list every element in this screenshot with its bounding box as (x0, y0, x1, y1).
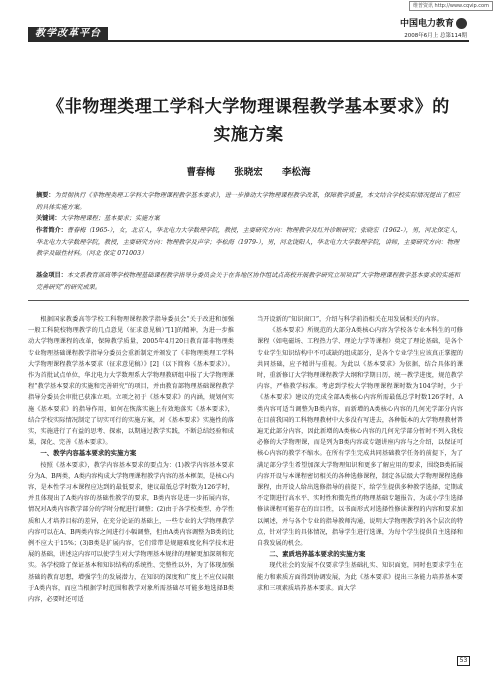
body-paragraph: 按照《基本要求》，教学内容基本要求的要点为：(1)教学内容基本要求分为A、B两类，A类内容构成大学物理课程教学内容的基本框架，是核心内容，是本性学习本课程应达到的最低要求，建议最低总学时数为126学时，并且体现出了A类内容的基础性教学的要求，B类内容是进一步拓展内容，情况对A类内容教学部分的学时分配进行调整；(2)由于各学校类型、办学性质和人才培养目标的差异，在充分论证的基础上，一些专业的大学物理教学内容可以在A、B两类内容之间进行小幅调整，但由A类内容调整为B类的比例不应大于15%；(3)B类是扩展内容，它们常带是规避难度化科学技术进展的基础，讲述这内容可以使学生对大学物理基本规律的理解更加深刻和充实。各学校除了保证基本和知识结构的系统性、完整性以外，为了体现加强基础的教育思想，增强学生的发展潜力，在知识的深度和广度上不应仅局限于A类内容，而应当根据学时范围和教学对象所需基础尽可能多地选择B类内容，必要时还可适 (28, 461, 234, 604)
keywords-label: 关键词： (36, 215, 61, 222)
column-tag: 教学改革平台 (28, 27, 108, 40)
author-info-text: 曹春梅（1965-），女，北京人，华北电力大学数理学院，教授，主要研究方向：物理教学及红外诊断研究；张晓宏（1962-），男，河北保定人，华北电力大学数理学院，教授，主要研究方向：物理教学及声学；李松海（1979-），男，河北饶阳人，华北电力大学数理学院，讲师，主要研究方向：物理教学及磁性材料。（河北 保定 071003） (36, 227, 462, 257)
section-divider (28, 300, 469, 301)
header-rule (28, 40, 469, 42)
journal-info (400, 16, 467, 39)
author-info (36, 225, 464, 260)
journal-name-text: 中国电力教育 (399, 19, 454, 29)
keywords (36, 213, 464, 225)
section-heading-1: 一、教学内容基本要求的实施方案 (40, 449, 137, 458)
journal-logo-icon (456, 18, 467, 29)
body-paragraph: 当开设新的“知识窗口”，介绍与科学前沿相关在用发展相关的内容。 (257, 316, 443, 323)
journal-name (400, 16, 467, 29)
right-column (257, 314, 463, 594)
body-paragraph: 根据国家教委高等学校工科物理课程教学指导委员会“关于改进和加强一般工科院校物理教学的几点意见（征求意见稿）”[1]的精神，为进一步推动大学物理课程的改革，保障教学质量，2005年4月20日教育部非物理类专业物理基础课程教学指导分委员会重新制定并颁发了《非物理类理工学科大学物理课程教学基本要求（征求意见稿）》[2]（以下简称《基本要求》）。作为首批试点单位，华北电力大学数理系大学物理教研组申报了大学物理课程“教学基本要求的实施和完善研究”的项目，并由教育部物理基础课程教学指导分委员会审批已获准立项。立项之初于《基本要求》的内涵，规划何实施《基本要求》的指导作用，如何在恢落实施上有效地落实《基本要求》，结合学校实际情况制定了切实可行的实施方案，对《基本要求》实施性的落实，实施进行了有益的思考、探索，以期通过教学实践，不断总结经验和成果，深化、完善《基本要求》。 (28, 316, 234, 447)
article-title-line2: 实施方案 (213, 125, 284, 145)
abstract-text: 为贯彻执行《非物理类理工学科大学物理课程教学基本要求》，进一步推动大学物理课程教学改革，保障教学质量，本文结合学校实际情况提出了相应的具体实施方案。 (36, 192, 460, 211)
keywords-text: 大学物理课程；基本要求；实施方案 (60, 215, 160, 222)
body-paragraph: 《基本要求》所规范的大部分A类核心内容为学校各专业本科生的可修课程（如电磁场、工程热力学、理论力学等课程）奠定了理论基础，是各个专业学生知识结构中不可或缺的组成部分，是各个专业学生应该真正掌握的共同基础，应予精讲与重视。为此以《基本要求》为依据，结合具体的课时，重新修订大学物理课程教学大纲和学期日历，统一教学进度，规范教学内容，严格教学标准。考虑到学校大学物理课程课时数为104学时，少于《基本要求》建议的完成全部A类核心内容所需最低总学时数126学时，A类内容可适当调整为B类内容，而新增的A类核心内容的几何光学部分内容在目前我国的工科物理教材中大多没有写进去，各种版本的大学物理教材普遍无此部分内容，因此新增的A类核心内容的几何光学部分暂时不列入我校必修的大学物理课，而是列为B类内容或专题讲座内容与之介绍，以保证可核心内容的教学不缩水。在所有学生完成共同基础教学任务的前提下，为了满足部分学生希望加深大学物理知识和更多了解应用的要求，围绕B类拓展内容开设与本课程密切相关的各种选修课程，制定各层级大学物理课程选修课程，由开设人给出选修指导的前提下，给学生提供多种教学选择，定期或不定期进行高水平、实时性和微先性的物理基础专题报告，为或小学生选择修读课程可能存在的盲目性，以书面形式对选择性修读课程的内容和要求加以阐述，并与各个专业的指导教师沟通，说明大学物理教学的各个层次的特点，针对学生的具体情况，指导学生进行选课，为每个学生提供自主选择和自我发展的机会。 (257, 327, 463, 548)
journal-issue: 2008年6月上 总第114期 (404, 33, 467, 39)
page-header (0, 0, 497, 40)
left-column (28, 314, 234, 605)
fund-label: 基金项目： (36, 272, 67, 279)
article-title-line1: 《非物理类理工学科大学物理课程教学基本要求》的 (47, 97, 450, 117)
abstract-label: 摘要： (36, 192, 55, 199)
fund-info (36, 270, 464, 293)
page-number: 53 (457, 656, 470, 666)
article-authors: 曹春梅 张晓宏 李松海 (186, 167, 311, 178)
fund-text: 本文系教育部高等学校物理基础课程教学指导分委员会关于在各地区协作组试点高校开展教学研究立项项目“大学物理课程教学基本要求的实施和完善研究”的研究成果。 (36, 272, 460, 291)
source-stamp: 维普资讯 http://www.cqvip.com (409, 1, 493, 11)
abstract (36, 190, 464, 213)
author-info-label: 作者简介： (36, 227, 67, 234)
section-heading-2: 二、素质培养基本要求的实施方案 (269, 550, 366, 559)
body-paragraph: 现代社会的发展不仅要求学生基础扎实、知识面宽，同时也要求学生在能力和素质方面得到协调发展，为此《基本要求》提出三条能力培养基本要求和三项素质培养基本要求。面大学 (257, 562, 463, 592)
